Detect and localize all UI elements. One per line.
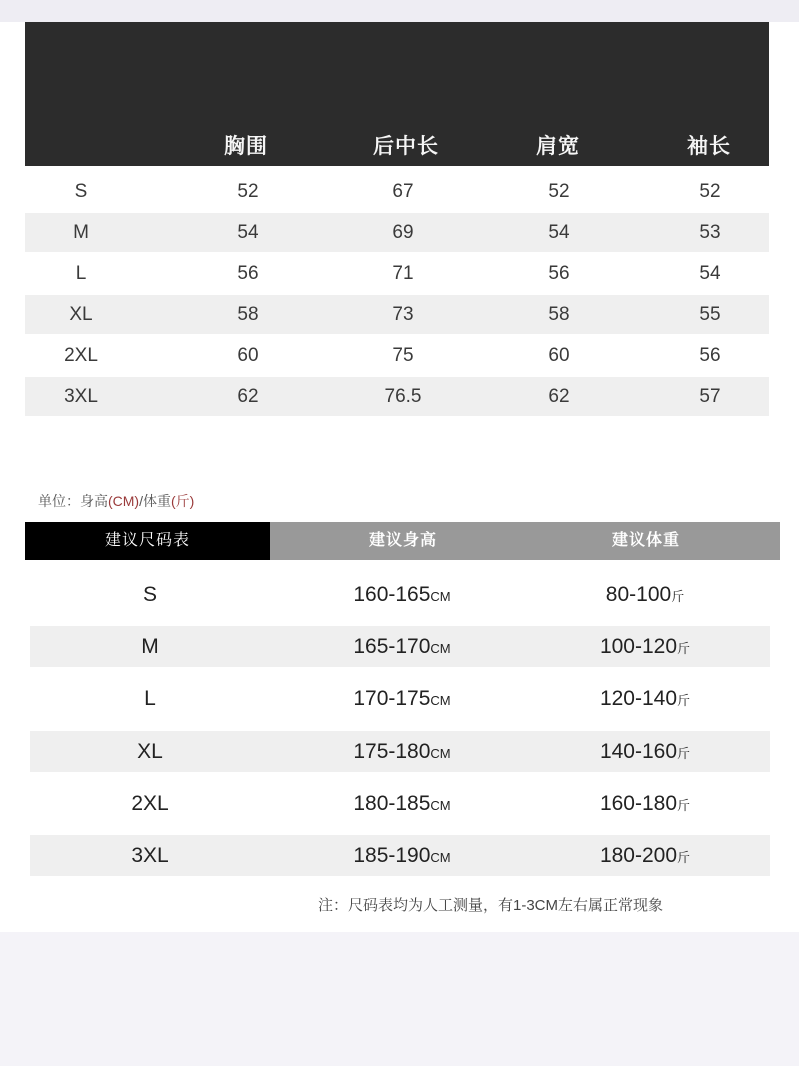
suggest-row: [30, 783, 770, 824]
weight-unit: 斤: [677, 850, 691, 865]
weight-cell: [545, 574, 745, 615]
suggest-row: [30, 731, 770, 772]
sleeve-cell: 55: [699, 304, 721, 325]
size-cell: XL: [69, 304, 93, 325]
bottom-area: [0, 932, 799, 1066]
measure-row: [25, 172, 769, 211]
measure-row: [25, 254, 769, 293]
length-cell: 76.5: [384, 386, 422, 407]
header-shoulder: 肩宽: [536, 135, 580, 158]
height-value: 160-165: [353, 583, 431, 606]
weight-unit: 斤: [671, 589, 685, 604]
height-value: 165-170: [353, 635, 431, 658]
height-value: 170-175: [353, 687, 431, 710]
chest-cell: 62: [237, 386, 259, 407]
weight-cell: [545, 783, 745, 824]
shoulder-cell: 54: [548, 222, 570, 243]
size-cell: 3XL: [64, 386, 98, 407]
chest-cell: 56: [237, 263, 259, 284]
header-chest: 胸围: [224, 135, 268, 158]
sleeve-cell: 53: [699, 222, 721, 243]
height-value: 185-190: [353, 844, 431, 867]
height-cell: [302, 783, 502, 824]
weight-unit: 斤: [677, 641, 691, 656]
size-cell: L: [144, 687, 156, 710]
measurement-note: 注：尺码表均为人工测量，有1-3CM左右属正常现象: [318, 897, 664, 914]
size-cell: M: [141, 635, 159, 658]
size-cell: 2XL: [131, 792, 169, 815]
shoulder-cell: 62: [548, 386, 570, 407]
chest-cell: 60: [237, 345, 259, 366]
height-cell: [302, 731, 502, 772]
weight-value: 140-160: [599, 740, 678, 763]
height-value: 180-185: [353, 792, 431, 815]
weight-unit: 斤: [677, 798, 691, 813]
size-cell: L: [75, 263, 87, 284]
height-value: 175-180: [353, 740, 431, 763]
unit-jin: (斤): [171, 493, 195, 509]
measure-row: [25, 213, 769, 252]
weight-value: 100-120: [599, 635, 678, 658]
weight-value: 160-180: [599, 792, 678, 815]
unit-mid: /体重: [139, 493, 171, 509]
length-cell: 69: [392, 222, 414, 243]
shoulder-cell: 52: [548, 181, 570, 202]
top-band: [0, 0, 799, 22]
shoulder-cell: 60: [548, 345, 570, 366]
weight-cell: [545, 731, 745, 772]
header-height: 建议身高: [368, 532, 437, 549]
header-weight: 建议体重: [611, 532, 680, 549]
length-cell: 75: [392, 345, 414, 366]
size-cell: S: [142, 583, 157, 606]
sleeve-cell: 57: [699, 386, 721, 407]
unit-cm: (CM): [108, 493, 140, 509]
measure-row: [25, 336, 769, 375]
height-unit: CM: [430, 693, 451, 708]
height-cell: [302, 835, 502, 876]
suggest-table-title: 建议尺码表: [25, 522, 270, 560]
suggest-row: [30, 678, 770, 719]
suggest-row: [30, 835, 770, 876]
measure-row: [25, 377, 769, 416]
chest-cell: 58: [237, 304, 259, 325]
weight-value: 180-200: [599, 844, 678, 867]
size-cell: 3XL: [131, 844, 169, 867]
measure-table-header: [25, 22, 769, 166]
height-cell: [302, 678, 502, 719]
weight-value: 120-140: [599, 687, 678, 710]
header-length: 后中长: [373, 135, 439, 158]
size-cell: M: [73, 222, 89, 243]
height-unit: CM: [430, 798, 451, 813]
weight-unit: 斤: [677, 693, 691, 708]
weight-cell: [545, 678, 745, 719]
sleeve-cell: 56: [699, 345, 721, 366]
header-sleeve: 袖长: [687, 135, 731, 158]
unit-prefix: 单位：身高: [38, 493, 108, 509]
weight-cell: [545, 835, 745, 876]
suggest-row: [30, 574, 770, 615]
sleeve-cell: 52: [699, 181, 721, 202]
suggest-row: [30, 626, 770, 667]
height-unit: CM: [430, 641, 451, 656]
size-chart-page: [0, 22, 799, 932]
length-cell: 67: [392, 181, 414, 202]
length-cell: 73: [392, 304, 414, 325]
height-cell: [302, 574, 502, 615]
chest-cell: 52: [237, 181, 259, 202]
length-cell: 71: [392, 263, 414, 284]
height-unit: CM: [430, 589, 451, 604]
weight-unit: 斤: [677, 746, 691, 761]
shoulder-cell: 56: [548, 263, 570, 284]
shoulder-cell: 58: [548, 304, 570, 325]
size-cell: S: [74, 181, 88, 202]
size-cell: XL: [137, 740, 163, 763]
height-cell: [302, 626, 502, 667]
weight-cell: [545, 626, 745, 667]
weight-value: 80-100: [605, 583, 672, 606]
unit-label: [38, 491, 194, 511]
measure-row: [25, 295, 769, 334]
height-unit: CM: [430, 746, 451, 761]
size-cell: 2XL: [64, 345, 98, 366]
height-unit: CM: [430, 850, 451, 865]
sleeve-cell: 54: [699, 263, 721, 284]
chest-cell: 54: [237, 222, 259, 243]
suggest-table-header: [270, 522, 780, 560]
